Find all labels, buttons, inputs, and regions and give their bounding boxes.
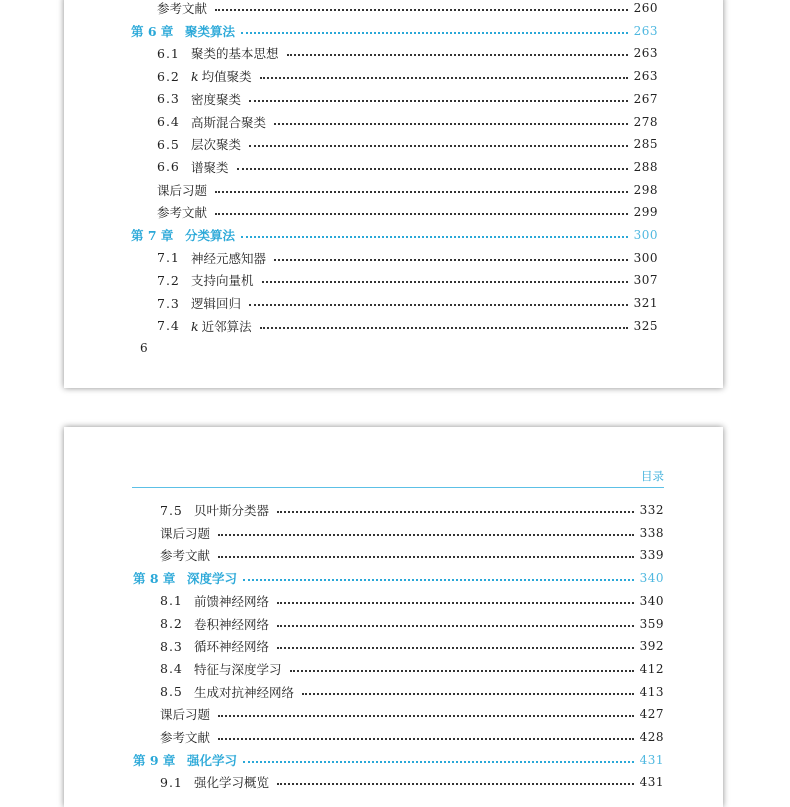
entry-page: 267 <box>633 91 658 106</box>
entry-title-text: 课后习题 <box>160 707 211 723</box>
entry-title <box>157 203 207 221</box>
entry-title-text: 卷积神经网络 <box>194 616 270 632</box>
toc-entry <box>160 591 664 611</box>
toc-entry <box>157 248 658 268</box>
entry-title-italic: k <box>191 318 199 334</box>
entry-number: 9.1 <box>160 774 183 790</box>
entry-title <box>191 135 241 153</box>
entry-page: 299 <box>633 205 658 220</box>
entry-title-text: 参考文献 <box>160 730 211 745</box>
leader-dots <box>241 32 628 34</box>
entry-page: 340 <box>639 593 664 608</box>
entry-title-text: 强化学习 <box>187 752 238 768</box>
entry-page: 307 <box>633 273 658 288</box>
entry-title-text: 高斯混合聚类 <box>191 114 267 130</box>
leader-dots <box>277 511 634 513</box>
entry-title-text: 前馈神经网络 <box>194 593 270 609</box>
entry-number: 6.4 <box>157 114 180 129</box>
entry-page: 263 <box>633 23 658 38</box>
toc-page-6 <box>64 0 723 388</box>
entry-title-text: 参考文献 <box>157 1 208 16</box>
leader-dots <box>287 54 628 56</box>
toc-entry <box>160 500 664 520</box>
entry-title <box>191 317 252 335</box>
leader-dots <box>277 783 634 785</box>
entry-page: 338 <box>639 525 664 540</box>
entry-title-text: 参考文献 <box>160 548 211 564</box>
entry-title <box>194 773 269 791</box>
entry-title <box>185 226 235 244</box>
entry-number: 7.2 <box>157 272 180 288</box>
entry-title <box>194 637 269 655</box>
toc-entry <box>157 180 658 200</box>
leader-dots <box>277 602 634 604</box>
entry-page: 412 <box>639 661 664 676</box>
entry-title <box>191 294 241 312</box>
toc-entry <box>157 112 658 132</box>
toc-entry <box>157 270 658 290</box>
entry-title <box>191 158 229 176</box>
entry-title <box>187 751 237 769</box>
leader-dots <box>243 761 634 763</box>
header-rule <box>132 487 664 488</box>
entry-page: 278 <box>633 114 658 129</box>
toc-chapter-entry <box>131 225 658 245</box>
toc-chapter-entry <box>133 750 664 770</box>
leader-dots <box>274 259 628 261</box>
leader-dots <box>277 647 634 649</box>
leader-dots <box>260 77 628 79</box>
toc-entry <box>157 316 658 336</box>
entry-title <box>160 524 210 542</box>
entry-page: 263 <box>633 69 658 84</box>
entry-page: 285 <box>633 137 658 152</box>
entry-page: 300 <box>633 250 658 265</box>
entry-page: 298 <box>633 182 658 197</box>
leader-dots <box>260 327 628 329</box>
entry-number: 第 6 章 <box>131 23 174 39</box>
entry-title <box>194 501 269 519</box>
entry-title <box>157 0 207 17</box>
entry-number: 8.4 <box>160 661 183 677</box>
leader-dots <box>262 281 628 283</box>
entry-title <box>194 660 282 678</box>
toc-entry <box>157 134 658 154</box>
entry-page: 300 <box>633 228 658 242</box>
entry-page: 392 <box>639 639 664 654</box>
leader-dots <box>218 738 634 740</box>
entry-number: 6.5 <box>157 136 180 152</box>
entry-page: 427 <box>639 707 664 722</box>
entry-page: 339 <box>639 548 664 563</box>
leader-dots <box>241 236 628 238</box>
toc-entry <box>160 523 664 543</box>
entry-title <box>160 728 210 746</box>
toc-entry <box>157 66 658 86</box>
toc-entry <box>160 772 664 792</box>
entry-page: 263 <box>633 46 658 61</box>
entry-number: 8.1 <box>160 593 183 609</box>
page-number: 6 <box>140 341 148 355</box>
toc-chapter-entry <box>133 568 664 588</box>
toc-entry <box>160 727 664 747</box>
entry-page: 332 <box>639 503 664 517</box>
toc-entry <box>160 545 664 565</box>
entry-title-text: 均值聚类 <box>201 69 252 85</box>
entry-number: 6.1 <box>157 45 180 61</box>
entry-number: 8.5 <box>160 684 183 700</box>
entry-title-text: 逻辑回归 <box>191 296 242 312</box>
entry-page: 325 <box>633 318 658 333</box>
entry-title-text: 神经元感知器 <box>191 250 267 266</box>
entry-number: 第 9 章 <box>133 752 176 768</box>
toc-entry <box>157 157 658 177</box>
toc-entry <box>157 293 658 313</box>
toc-entry <box>157 43 658 63</box>
toc-entry <box>160 682 664 702</box>
entry-number: 第 7 章 <box>131 228 174 243</box>
entry-number: 7.5 <box>160 502 183 518</box>
entry-title-text: 深度学习 <box>187 571 238 587</box>
entry-title <box>194 592 269 610</box>
entry-title-text: 参考文献 <box>157 205 208 221</box>
entry-title <box>191 271 254 289</box>
leader-dots <box>218 715 634 717</box>
entry-title-text: 层次聚类 <box>191 137 242 153</box>
running-header: 目录 <box>641 469 664 483</box>
entry-title-text: 循环神经网络 <box>194 639 270 655</box>
entry-title-text: 强化学习概览 <box>194 775 270 791</box>
entry-title <box>157 181 207 199</box>
entry-title-text: 特征与深度学习 <box>194 661 282 677</box>
leader-dots <box>277 625 634 627</box>
entry-title-text: 聚类的基本思想 <box>191 46 279 62</box>
entry-title-text: 支持向量机 <box>191 273 254 289</box>
entry-number: 7.1 <box>157 250 180 266</box>
entry-page: 288 <box>633 159 658 174</box>
entry-page: 359 <box>639 616 664 631</box>
toc-entry <box>160 704 664 724</box>
entry-title <box>191 44 279 62</box>
entry-page: 431 <box>639 775 664 790</box>
entry-title-text: 近邻算法 <box>201 318 252 334</box>
entry-number: 8.2 <box>160 616 183 631</box>
entry-number: 6.6 <box>157 159 180 175</box>
leader-dots <box>274 123 628 125</box>
entry-number: 7.3 <box>157 295 180 311</box>
leader-dots <box>215 191 628 193</box>
toc-page-7 <box>64 427 723 807</box>
leader-dots <box>215 213 628 215</box>
entry-title-text: 贝叶斯分类器 <box>194 503 270 518</box>
leader-dots <box>243 579 634 581</box>
entry-page: 340 <box>639 571 664 586</box>
entry-title <box>194 615 269 633</box>
leader-dots <box>249 304 628 306</box>
entry-number: 第 8 章 <box>133 571 176 587</box>
entry-page: 428 <box>639 730 664 744</box>
entry-title-text: 课后习题 <box>160 525 211 541</box>
leader-dots <box>302 693 634 695</box>
entry-number: 8.3 <box>160 638 183 654</box>
toc-entry <box>160 614 664 634</box>
entry-number: 7.4 <box>157 318 180 334</box>
entry-title <box>185 22 235 40</box>
entry-title <box>194 683 294 701</box>
entry-title <box>160 546 210 564</box>
leader-dots <box>218 556 634 558</box>
entry-title-text: 密度聚类 <box>191 91 242 107</box>
entry-title-text: 生成对抗神经网络 <box>194 684 295 700</box>
toc-chapter-entry <box>131 21 658 41</box>
leader-dots <box>249 145 628 147</box>
toc-entry <box>157 89 658 109</box>
leader-dots <box>290 670 634 672</box>
toc-entry <box>157 202 658 222</box>
leader-dots <box>218 534 634 536</box>
entry-number: 6.2 <box>157 68 180 84</box>
entry-title <box>191 90 241 108</box>
toc-entry <box>157 0 658 18</box>
leader-dots <box>249 100 628 102</box>
entry-title <box>191 249 266 267</box>
entry-page: 260 <box>633 1 658 15</box>
entry-title-text: 聚类算法 <box>185 23 236 39</box>
entry-page: 431 <box>639 752 664 767</box>
entry-title <box>187 569 237 587</box>
entry-title-italic: k <box>191 69 199 85</box>
entry-title <box>191 113 266 131</box>
entry-page: 321 <box>633 296 658 311</box>
entry-title <box>160 705 210 723</box>
leader-dots <box>237 168 628 170</box>
entry-title-text: 谱聚类 <box>191 159 229 175</box>
entry-page: 413 <box>639 684 664 699</box>
leader-dots <box>215 9 628 11</box>
entry-number: 6.3 <box>157 91 180 107</box>
entry-title-text: 课后习题 <box>157 182 208 198</box>
entry-title-text: 分类算法 <box>185 228 236 243</box>
entry-title <box>191 67 252 85</box>
toc-entry <box>160 659 664 679</box>
toc-entry <box>160 636 664 656</box>
